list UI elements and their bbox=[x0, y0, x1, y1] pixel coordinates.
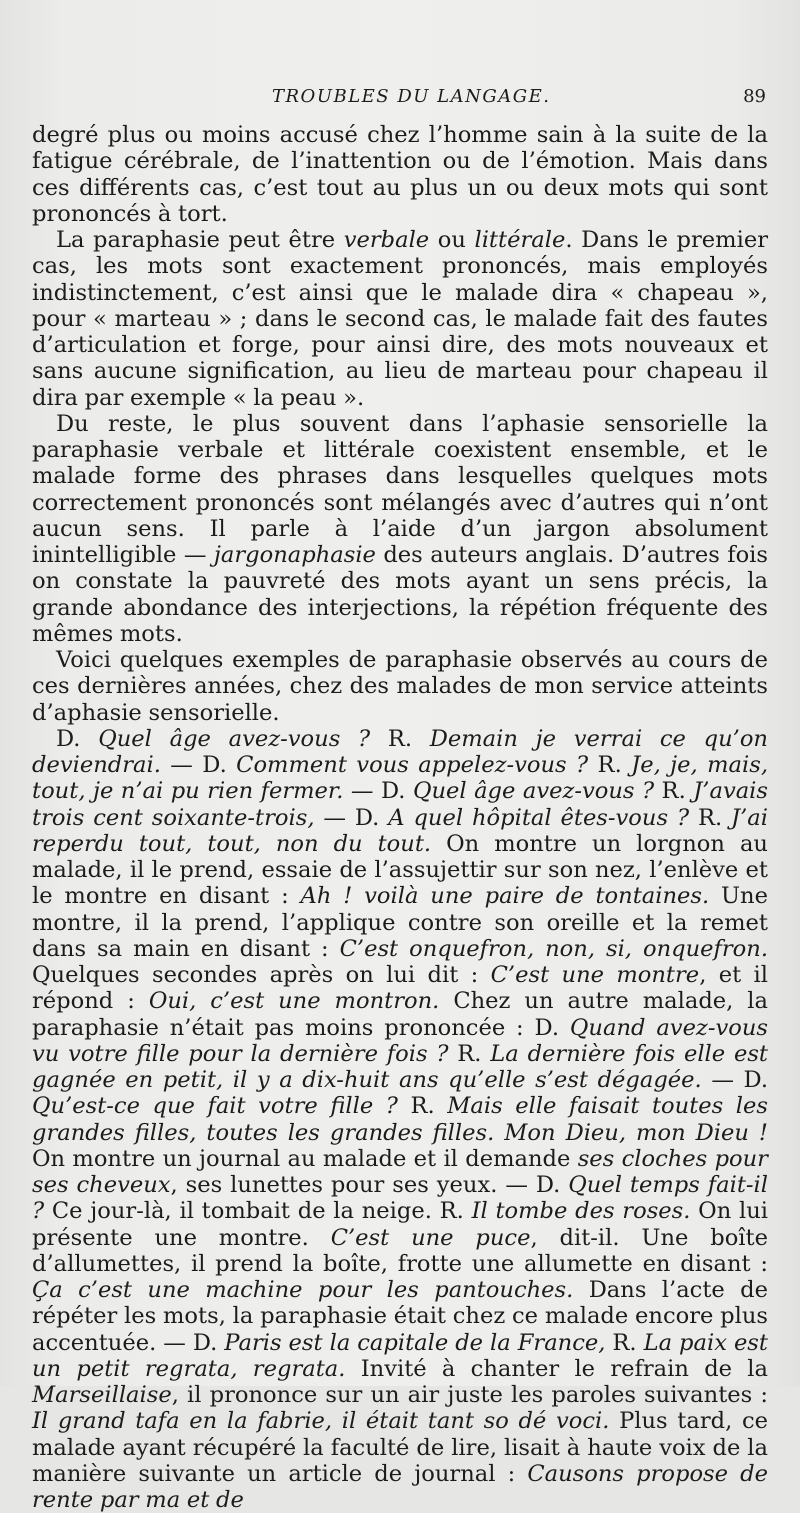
running-title: TROUBLES DU LANGAGE. bbox=[272, 86, 551, 107]
paragraph bbox=[32, 411, 768, 647]
text-run: R. bbox=[605, 1329, 644, 1356]
text-run: , ses lunettes pour ses yeux. — D. bbox=[170, 1172, 569, 1198]
paragraph bbox=[32, 227, 768, 411]
text-run: , il prononce sur un air juste les paroles suivantes : bbox=[171, 1382, 768, 1408]
italic-run: Causons propose de rente par ma et de bbox=[32, 1460, 768, 1513]
italic-run: Qu’est-ce que fait votre fille ? bbox=[32, 1093, 398, 1120]
text-run: R. bbox=[689, 804, 732, 831]
page-number: 89 bbox=[743, 86, 766, 107]
text-run: R. bbox=[448, 1040, 491, 1067]
text-run: R. bbox=[370, 725, 430, 752]
text-run: Plus tard, ce malade ayant récupéré la faculté de lire, lisait à haute voix de la manière suivante un article de journal : bbox=[32, 1408, 768, 1487]
italic-run: A quel hôpital êtes-vous ? bbox=[388, 804, 690, 831]
italic-run: Quel âge avez-vous ? bbox=[98, 725, 371, 752]
italic-run: Quel temps fait-il ? bbox=[32, 1172, 768, 1225]
text-run: La paraphasie peut être bbox=[56, 227, 344, 253]
italic-run: Oui, c’est une montron. bbox=[148, 988, 440, 1015]
italic-run: Ça c’est une machine pour les pantouches. bbox=[32, 1277, 574, 1303]
text-run: On montre un journal au malade et il demande bbox=[32, 1145, 578, 1172]
italic-run: verbale bbox=[343, 227, 430, 253]
text-run: Invité à chanter le refrain de la bbox=[345, 1355, 768, 1382]
italic-run: Il grand tafa en la fabrie, il était tant so dé voci. bbox=[32, 1408, 610, 1435]
text-run: Une montre, il la prend, l’applique contre son oreille et la remet dans sa main en disant : bbox=[32, 883, 768, 962]
italic-run: La paix est un petit regrata, regrata. bbox=[32, 1329, 768, 1382]
text-run: . Dans le premier cas, les mots sont exactement prononcés, mais employés indistinctement, c’est ainsi que le malade dira « chapeau », pour « marteau » ; dans le second cas, le malade fait des fautes d’articulation et forge, pour ainsi dire, des mots nouveaux et sans aucune signification, au lieu de marteau pour chapeau il dira par exemple « la peau ». bbox=[32, 227, 768, 411]
paragraph bbox=[32, 726, 768, 1513]
paragraph bbox=[32, 647, 768, 726]
italic-run: Mais elle faisait toutes les grandes filles, toutes les grandes filles. Mon Dieu, mon Dieu ! bbox=[32, 1093, 768, 1146]
text-run: Dans l’acte de répéter les mots, la paraphasie était chez ce malade encore plus accentuée. — D. bbox=[32, 1277, 768, 1356]
text-run: des auteurs anglais. D’autres fois on constate la pauvreté des mots ayant un sens précis, la grande abondance des interjections, la répétion fréquente des mêmes mots. bbox=[32, 542, 769, 647]
italic-run: jargonaphasie bbox=[213, 542, 376, 568]
text-run: , dit-il. Une boîte d’allumettes, il prend la boîte, frotte une allumette en disant : bbox=[32, 1224, 768, 1277]
italic-run: Il tombe des roses. bbox=[471, 1198, 691, 1225]
text-run: — D. bbox=[160, 752, 237, 778]
paragraph bbox=[32, 122, 768, 227]
italic-run: Je, je, mais, tout, je n’ai pu rien fermer. bbox=[32, 752, 769, 805]
text-run: — D. bbox=[314, 804, 389, 831]
text-run: ou bbox=[429, 227, 475, 253]
text-run: , et il répond : bbox=[32, 962, 768, 1015]
text-run: Quelques secondes après on lui dit : bbox=[32, 962, 491, 988]
italic-run: J’ai reperdu tout, tout, non du tout. bbox=[32, 804, 768, 857]
text-run: — D. bbox=[343, 778, 413, 805]
text-run: Du reste, le plus souvent dans l’aphasie sensorielle la paraphasie verbale et littérale coexistent ensemble, et le malade forme des phrases dans lesquelles quelques mots correctement prononcés sont mélangés avec d’autres qui n’ont aucun sens. Il parle à l’aide d’un jargon absolument inintelligible — bbox=[32, 410, 768, 568]
text-run: R. bbox=[397, 1093, 448, 1120]
text-run: degré plus ou moins accusé chez l’homme sain à la suite de la fatigue cérébrale, de l’inattention ou de l’émotion. Mais dans ces différents cas, c’est tout au plus un ou deux mots qui sont prononcés à tort. bbox=[32, 122, 768, 227]
text-run: On montre un lorgnon au malade, il le prend, essaie de l’assujettir sur son nez, l’enlève et le montre en disant : bbox=[32, 830, 768, 910]
italic-run: Demain je verrai ce qu’on deviendrai. bbox=[32, 725, 768, 778]
italic-run: Paris est la capitale de la France, bbox=[224, 1329, 606, 1356]
italic-run: Quel âge avez-vous ? bbox=[412, 778, 655, 805]
page-header bbox=[0, 82, 800, 112]
italic-run: ses cloches pour ses cheveux bbox=[32, 1145, 768, 1198]
italic-run: Marseillaise bbox=[32, 1382, 172, 1408]
italic-run: La dernière fois elle est gagnée en petit, il y a dix-huit ans qu’elle s’est dégagée. bbox=[32, 1040, 768, 1093]
italic-run: littérale bbox=[474, 227, 566, 253]
text-run: Voici quelques exemples de paraphasie observés au cours de ces dernières années, chez des malades de mon service atteints d’aphasie sensorielle. bbox=[32, 647, 768, 726]
body-text bbox=[32, 122, 768, 1513]
text-run: Ce jour-là, il tombait de la neige. R. bbox=[44, 1198, 472, 1225]
italic-run: Ah ! voilà une paire de tontaines. bbox=[300, 883, 710, 910]
italic-run: C’est une puce bbox=[330, 1224, 531, 1251]
text-run: D. bbox=[56, 725, 99, 752]
text-run: R. bbox=[654, 778, 694, 805]
italic-run: C’est une montre bbox=[490, 962, 700, 988]
text-run: Chez un autre malade, la paraphasie n’était pas moins prononcée : D. bbox=[32, 988, 768, 1041]
italic-run: Quand avez-vous vu votre fille pour la dernière fois ? bbox=[32, 1014, 768, 1067]
italic-run: Comment vous appelez-vous ? bbox=[236, 752, 589, 778]
text-run: — D. bbox=[701, 1067, 768, 1093]
italic-run: C’est onquefron, non, si, onquefron. bbox=[339, 935, 768, 962]
text-run: On lui présente une montre. bbox=[32, 1198, 768, 1251]
italic-run: J’avais trois cent soixante-trois, bbox=[32, 778, 768, 831]
text-run: R. bbox=[588, 752, 632, 778]
